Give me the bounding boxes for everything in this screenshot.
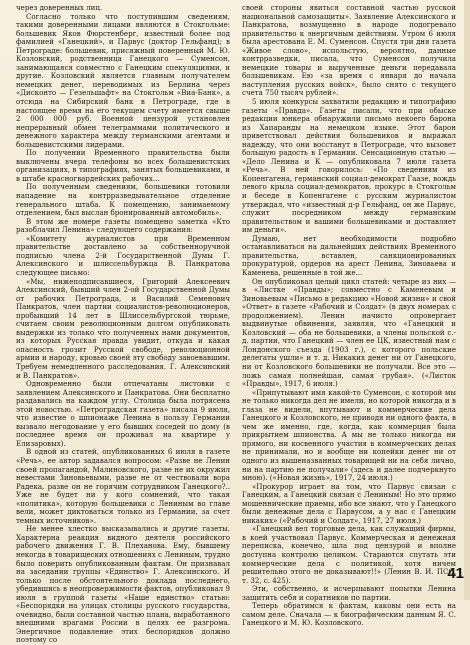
paragraph: Думаю, нет необходимости подробно останавливаться на дальнейших действиях Временного правительства, вставлен, санкционированных прокуратурой, ордеров на арест Ленина, Зиновьева и Каменева, решенные в той же... [242,233,456,277]
page-edge [464,0,470,600]
right-text-column [242,3,456,628]
page-number: 41 [447,565,464,582]
paragraph: «Комитету журналистов при Временном правительстве доставлено за собственноручной подписью члена 2-й Государственной Думы Г. Алексинского и шлиссельбуржца В. Панкратова следующее письмо: [16,233,230,277]
paragraph: Он опубликовал целый цикл статей: четыре из них — в «Листке «Правды»; совместно с Каменевым и Зиновьевым «Письмо в редакцию «Новой жизни» и свой «Ответ» в газете «Рабочий и Солдат» (в двух номерах с продолжением). Ленин начисто опровергает выдвинутые обвинения, заявляя, что «Ганецкий и Козловский — оба не большевики, а члены польской с.-д. партии, что Ганецкий — член ее ЦК, известный нам с Лондонского съезда (1903 г.), с которого польские делегаты ушли» и т. д. Никаких денег ни от Ганецкого, ни от Козловского большевики не получали. Все это — ложь самая полнейшая, самая грубая». («Листок «Правды», 1917, 6 июля.) [242,276,456,389]
paragraph: Не менее хлестко высказывались и другие газеты. Характерна реакция видного деятеля российского рабочего движения Г. В. Плеханова. Ему, бывшему некогда в товарищеских отношениях с Лениным, трудно было поверить опубликованным фактам. Он признавал на заседании группы «Единство» Г. Алексинского. И только после обстоятельного доклада последнего, убедившись в неопровержимости фактов, опубликовал 9 июля в группой газеты «Наше единство» статью: «Беспорядки на улицах столицы русского государства, очевидно, были составной частью плана, выработанного внешними врагами России в целях ее разгрома. Энергичное подавление этих беспорядков должно поэтому со [16,524,230,645]
paragraph: своей стороны явиться составной частью русской национальной самозащиты». Заявление Алексинского и Панкратова, возмущенно в народе подогревало правительство к энергичным действиям. Утром 6 июля была арестована Е. М. Суменсон. Спустя три дня газета «Живое слово», испольстую, вероятно, данные контрразведки, писала, что Суменсон получила немецкие товары и вырученные деньги передавала большевикам. Ею «за время с января до начала наступления русских войск», было снято с текущего счета 750 тысяч рублей». [242,3,456,98]
paragraph: «Прокурор играет на том, что Парвус связан с Ганецким, а Ганецкий связан с Лениным! Но это прямо мошеннические приемы, ибо все знают, что у Ганецкого были денежные дела с Парвусом, а у нас с Ганецким никаких» («Рабочий и Солдат», 1917, 27 июля.) [242,481,456,525]
paragraph: Эти, собственно, и исчерпывают попытки Ленина защитить себя и соратников по партии. [242,584,456,602]
paragraph: Одновременно были отпечатаны листовки с заявлением Алексинского и Панкратова. Они бесплатно раздавались на каждом углу. Столица была потрясена этой новостью. «Петроградская газета» писала 9 июля, что известие о шпионаже Ленина в пользу Германии вызвало негодование у его бывших соседей по дому (в последнее время он проживал на квартире у Елизаровых). [16,379,230,448]
left-text-column [16,3,230,645]
paragraph: «Припутывают имя какой-то Суменсон, с которой мы не только никогда дел не имели, но которой никогда и в глаза не видели, впутывают и коммерческие дела Ганецкого и Козловского, не приводя ни одного факта, в чем же именно, где, когда, как коммерция была прикрытием шпионства. А мы не только никогда ни прямого, ни косвенного участия в коммерческих делах не принимали, но и вообще ни копейки денег ни от одного из вышеназванных товарищей ни на себя лично, ни на партию не получали» (здесь и далее подчеркнуто мною). («Новая жизнь», 1917, 24 июля.) [242,387,456,483]
paragraph: «Мы, нижеподписавшиеся, Григорий Алексеевич Алексинский, бывший член 2-ой Государственной Думы от рабочих Петрограда, и Василий Семенович Панкратов, член партии социалистов-революционеров, пробывший 14 лет в Шлиссельбургской тюрьме, считаем своим революционным долгом опубликовать выдержки из только что полученных нами документов, из которых Русская правда увидит, откуда и какая опасность грозит Русской свободе, революционной армии и народу, кровью своей эту свободу завоевавшим. Требуем немедленного расследования. Г. Алексинский и В. Панкратов». [16,276,230,380]
paragraph: В одной из статей, опубликованных 6 июля в газете «Речь», ее автор задавался вопросом: «Разве не Ленин своей пропагандой, Малиновского, разве не их окружил невестами Зиновьевыми, разве не от чествовали вора Радека, разве он не горячим сотрудником Ганецкого?.. Уже не будет ни у кого сомнений, что такая «политика», которую большевики с Лениным во главе вели, может диктоваться только из Германии, за счет темных источников». [16,447,230,525]
paragraph: По получении Временного правительства были выключены вчера телефоны во всех большевистских организациях, в типографиях, занятых большевиками, и в штабе красногвардейских рабочих... [16,148,230,183]
paragraph: Теперь обратимся к фактам, каковы они есть на самом деле. Сначала — к биографическим данным Я. С. Ганецкого и М. Ю. Козловского. [242,601,456,628]
paragraph: По полученным сведениям, большевики готовили нападение на контрразведывательное отделение генерального штаба. К помещению, занимаемому отделением, был выслан бронированный автомобиль». [16,182,230,218]
paragraph: Согласно только что поступившим сведениям, такими доверенными лицами являются в Стокгольме: большевик Яков Фюрстенберг, известный более под фамилией «Ганецкий», и Парвус (доктор Гельфанд); в Петрограде: большевик, присяжный поверенный М. Ю. Козловский, родственница Ганецкого — Суменсон, занимающаяся совместно с Ганецким спекуляциями, и другие. Козловский является главным получателем немецких денег, переводимых из Берлина через «Дисконто — Гезельшафт» на Стокгольм «Виа-Банк», а отсюда на Сибирский банк в Петрограде, где в настоящее время на его текущем счету имеется свыше 2 000 000 руб. Военной цензурой установлен непрерывный обмен телеграммами политического и денежного характера между германскими агентами и большевистскими лидерами. [16,11,230,149]
paragraph: В этом же номере газеты помещено заметка «Кто разоблачил Ленина» следующего содержания: [16,216,230,235]
text-columns [16,3,456,645]
paragraph: через доверенных лиц. [16,3,103,12]
paragraph: 5 июля конкурсы захватили редакцию и типографию газеты «Правда». Газеты писали, что при обыске редакции юнкера обнаружили письмо некоего барона из Хапаранды на немецком языке. Этот барон приветствовал действия большевиков и выражал надежду, что они восстанут в Петрограде, что вызовет большую радость в Германии. Сенсационную статью — «Дело Ленина и К — опубликовала 7 июля газета «Речь». В ней говорилось: «По сведениям из Копенгагена, германский социал-демократ Гаазе, вождь левого крыла социал-демократов, прокурс в Стокгольм и беседе в Копенгагене с русским журналистом утверждал, что «известный д-р Гельфанд, он же Парвус, служит посредником между германским правительством и вашими большевиками и доставляет им деньги». [242,97,456,235]
paragraph: «Ганецкий вел торговые дела, как служащий фирмы, в коей участвовал Парвус. Коммерческая и денежная переписка, конечно, шла под цензурой и вполне доступна контролю целиком. Стараются спутать эти коммерческие дела с политикой, хотя ничем решительно этого не доказывают!!» (Ленин В. И. ПСС, т. 32, с. 425). [242,524,456,585]
